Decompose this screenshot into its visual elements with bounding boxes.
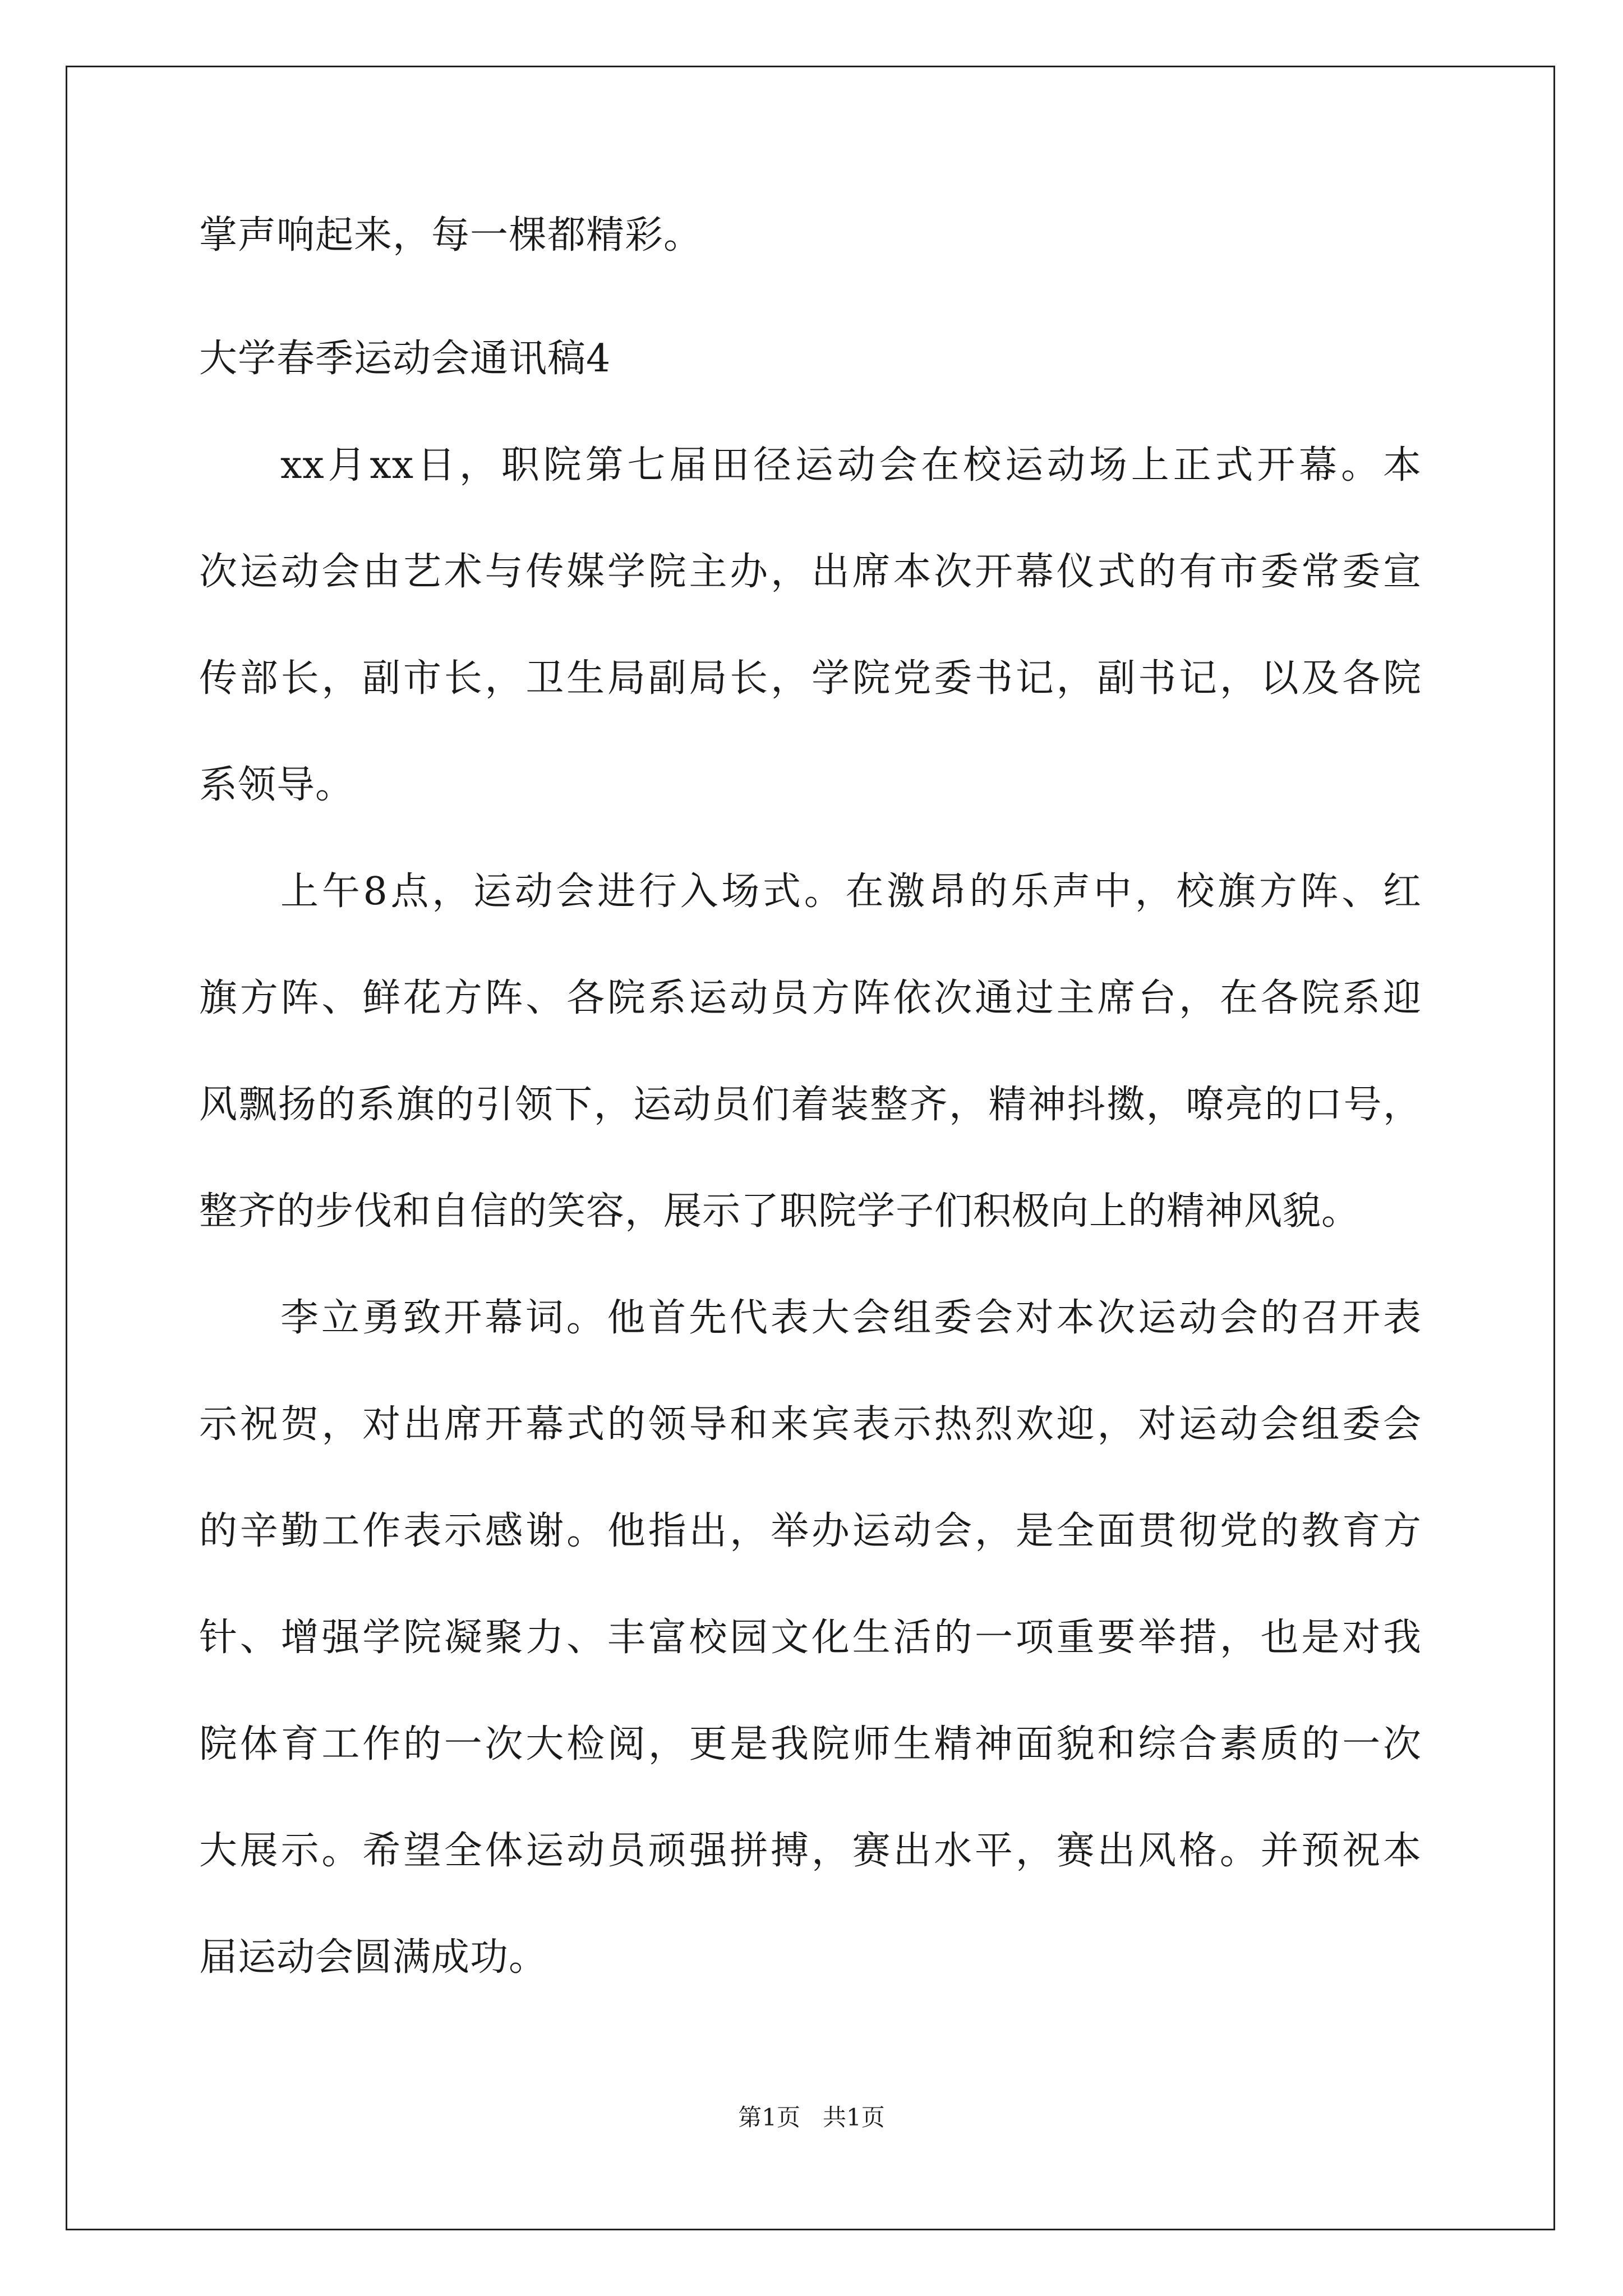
paragraph-line: 李立勇致开幕词。他首先代表大会组委会对本次运动会的召开表 [280, 1296, 1422, 1340]
paragraph-line: 示祝贺，对出席开幕式的领导和来宾表示热烈欢迎，对运动会组委会 [199, 1402, 1422, 1447]
paragraph-line: 届运动会圆满成功。 [199, 1935, 548, 1980]
page-footer [0, 2101, 1623, 2134]
paragraph-line: 次运动会由艺术与传媒学院主办，出席本次开幕仪式的有市委常委宣 [199, 550, 1422, 594]
paragraph-line: 大展示。希望全体运动员顽强拼搏，赛出水平，赛出风格。并预祝本 [199, 1829, 1422, 1873]
paragraph-line: 传部长，副市长，卫生局副局长，学院党委书记，副书记，以及各院 [199, 656, 1422, 701]
paragraph-line: 整齐的步伐和自信的笑容，展示了职院学子们积极向上的精神风貌。 [199, 1189, 1361, 1234]
text-line: 掌声响起来，每一棵都精彩。 [199, 213, 703, 257]
paragraph-line: 针、增强学院凝聚力、丰富校园文化生活的一项重要举措，也是对我 [199, 1616, 1422, 1660]
page-border [66, 66, 1555, 2230]
paragraph-line: 风飘扬的系旗的引领下，运动员们着装整齐，精神抖擞，嘹亮的口号， [199, 1083, 1422, 1127]
page-number-total: 共1页 [823, 2104, 885, 2131]
section-heading: 大学春季运动会通讯稿4 [199, 337, 611, 381]
page-number-current: 第1页 [738, 2104, 800, 2131]
paragraph-line: 的辛勤工作表示感谢。他指出，举办运动会，是全面贯彻党的教育方 [199, 1509, 1422, 1553]
paragraph-line: 上午8点，运动会进行入场式。在激昂的乐声中，校旗方阵、红 [280, 869, 1422, 914]
paragraph-line: xx月xx日，职院第七届田径运动会在校运动场上正式开幕。本 [280, 443, 1422, 487]
paragraph-line: 院体育工作的一次大检阅，更是我院师生精神面貌和综合素质的一次 [199, 1722, 1422, 1766]
paragraph-line: 系领导。 [199, 763, 354, 807]
paragraph-line: 旗方阵、鲜花方阵、各院系运动员方阵依次通过主席台，在各院系迎 [199, 976, 1422, 1020]
